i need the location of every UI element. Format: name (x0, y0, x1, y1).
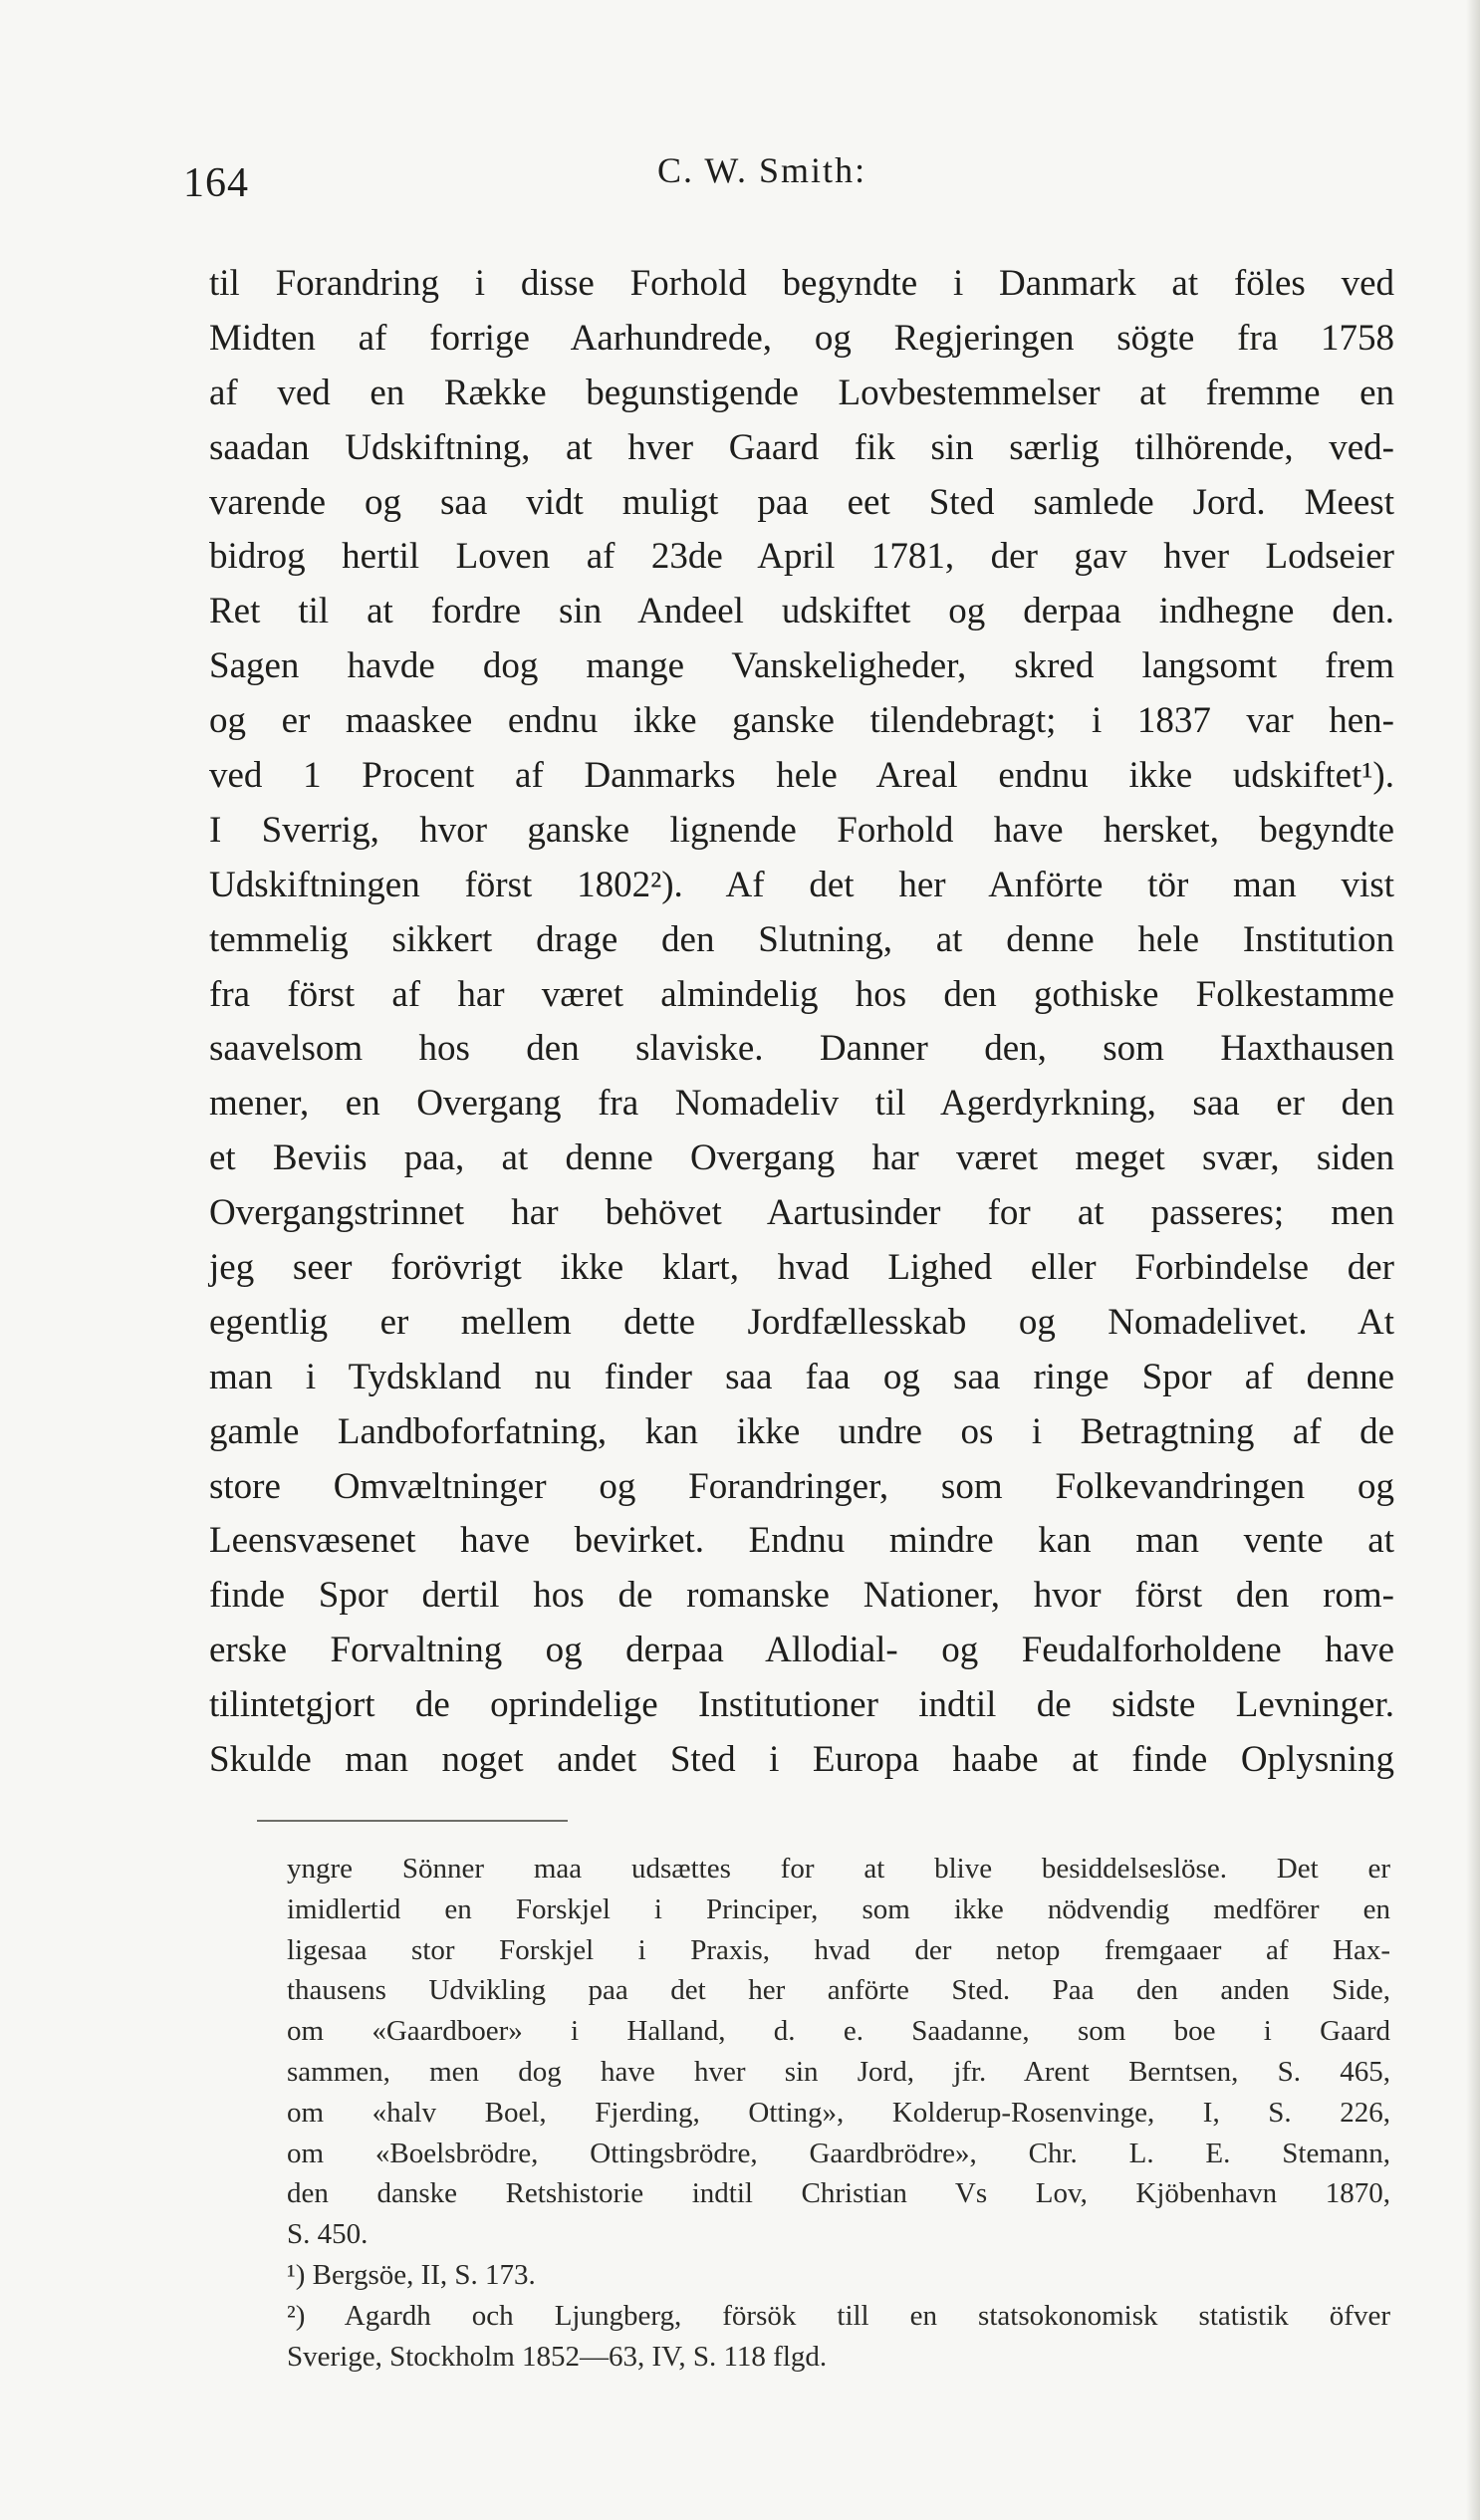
body-line: et Beviis paa, at denne Overgang har været meget svær, siden (209, 1137, 1394, 1179)
body-line: saadan Udskiftning, at hver Gaard fik sin særlig tilhörende, ved- (209, 426, 1394, 468)
body-line: finde Spor dertil hos de romanske Nationer, hvor först den rom- (209, 1575, 1394, 1617)
body-line: egentlig er mellem dette Jordfællesskab og Nomadelivet. At (209, 1301, 1394, 1343)
body-line: Leensvæsenet have bevirket. Endnu mindre kan man vente at (209, 1520, 1394, 1562)
footnote-line: S. 450. (287, 2218, 369, 2251)
footnote-line: om «Gaardboer» i Halland, d. e. Saadanne, som boe i Gaard (287, 2015, 1390, 2048)
footnote-line: om «halv Boel, Fjerding, Otting», Kolderup-Rosenvinge, I, S. 226, (287, 2096, 1390, 2129)
running-head: C. W. Smith: (657, 150, 867, 190)
body-line: Sagen havde dog mange Vanskeligheder, skred langsomt frem (209, 645, 1394, 687)
body-line: Midten af forrige Aarhundrede, og Regjeringen sögte fra 1758 (209, 317, 1394, 359)
body-line: jeg seer forövrigt ikke klart, hvad Lighed eller Forbindelse der (209, 1247, 1394, 1289)
footnote-line: om «Boelsbrödre, Ottingsbrödre, Gaardbrödre», Chr. L. E. Stemann, (287, 2137, 1390, 2169)
footnote-line: ligesaa stor Forskjel i Praxis, hvad der netop fremgaaer af Hax- (287, 1933, 1390, 1966)
body-line: saavelsom hos den slaviske. Danner den, som Haxthausen (209, 1028, 1394, 1070)
footnote-line: yngre Sönner maa udsættes for at blive besiddelseslöse. Det er (287, 1853, 1390, 1885)
body-line: temmelig sikkert drage den Slutning, at denne hele Institution (209, 918, 1394, 960)
body-line: tilintetgjort de oprindelige Institutioner indtil de sidste Levninger. (209, 1684, 1394, 1726)
body-line: til Forandring i disse Forhold begyndte i Danmark at föles ved (209, 263, 1394, 304)
body-line: erske Forvaltning og derpaa Allodial- og Feudalforholdene have (209, 1630, 1394, 1671)
body-line: fra först af har været almindelig hos den gothiske Folkestamme (209, 973, 1394, 1015)
footnote-line: imidlertid en Forskjel i Principer, som ikke nödvendig medförer en (287, 1892, 1390, 1925)
body-line: store Omvæltninger og Forandringer, som Folkevandringen og (209, 1465, 1394, 1507)
body-line: ved 1 Procent af Danmarks hele Areal endnu ikke udskiftet¹). (209, 755, 1394, 797)
footnote-rule (257, 1820, 568, 1822)
footnote-2-continued: Sverige, Stockholm 1852—63, IV, S. 118 flgd. (287, 2340, 828, 2373)
footnote-line: sammen, men dog have hver sin Jord, jfr. Arent Berntsen, S. 465, (287, 2055, 1390, 2088)
body-text (209, 257, 1394, 1788)
body-line: Ret til at fordre sin Andeel udskiftet og derpaa indhegne den. (209, 591, 1394, 632)
footnotes (287, 1849, 1390, 2377)
page-number: 164 (183, 160, 249, 206)
footnote-1: ¹) Bergsöe, II, S. 173. (287, 2258, 536, 2291)
page-edge-shadow (1466, 0, 1480, 2520)
body-line: Udskiftningen först 1802²). Af det her Anförte tör man vist (209, 864, 1394, 905)
body-line: man i Tydskland nu finder saa faa og saa ringe Spor af denne (209, 1356, 1394, 1397)
body-line: I Sverrig, hvor ganske lignende Forhold have hersket, begyndte (209, 809, 1394, 851)
body-line: af ved en Række begunstigende Lovbestemmelser at fremme en (209, 372, 1394, 413)
body-line: Overgangstrinnet har behövet Aartusinder for at passeres; men (209, 1192, 1394, 1234)
body-line: Skulde man noget andet Sted i Europa haabe at finde Oplysning (209, 1739, 1394, 1781)
body-line: bidrog hertil Loven af 23de April 1781, der gav hver Lodseier (209, 536, 1394, 578)
body-line: gamle Landboforfatning, kan ikke undre os i Betragtning af de (209, 1410, 1394, 1452)
body-line: varende og saa vidt muligt paa eet Sted samlede Jord. Meest (209, 481, 1394, 523)
body-line: og er maaskee endnu ikke ganske tilendebragt; i 1837 var hen- (209, 700, 1394, 742)
footnote-line: thausens Udvikling paa det her anförte Sted. Paa den anden Side, (287, 1974, 1390, 2007)
body-line: mener, en Overgang fra Nomadeliv til Agerdyrkning, saa er den (209, 1083, 1394, 1125)
footnote-2: ²) Agardh och Ljungberg, försök till en statsokonomisk statistik öfver (287, 2299, 1390, 2332)
footnote-line: den danske Retshistorie indtil Christian Vs Lov, Kjöbenhavn 1870, (287, 2177, 1390, 2210)
